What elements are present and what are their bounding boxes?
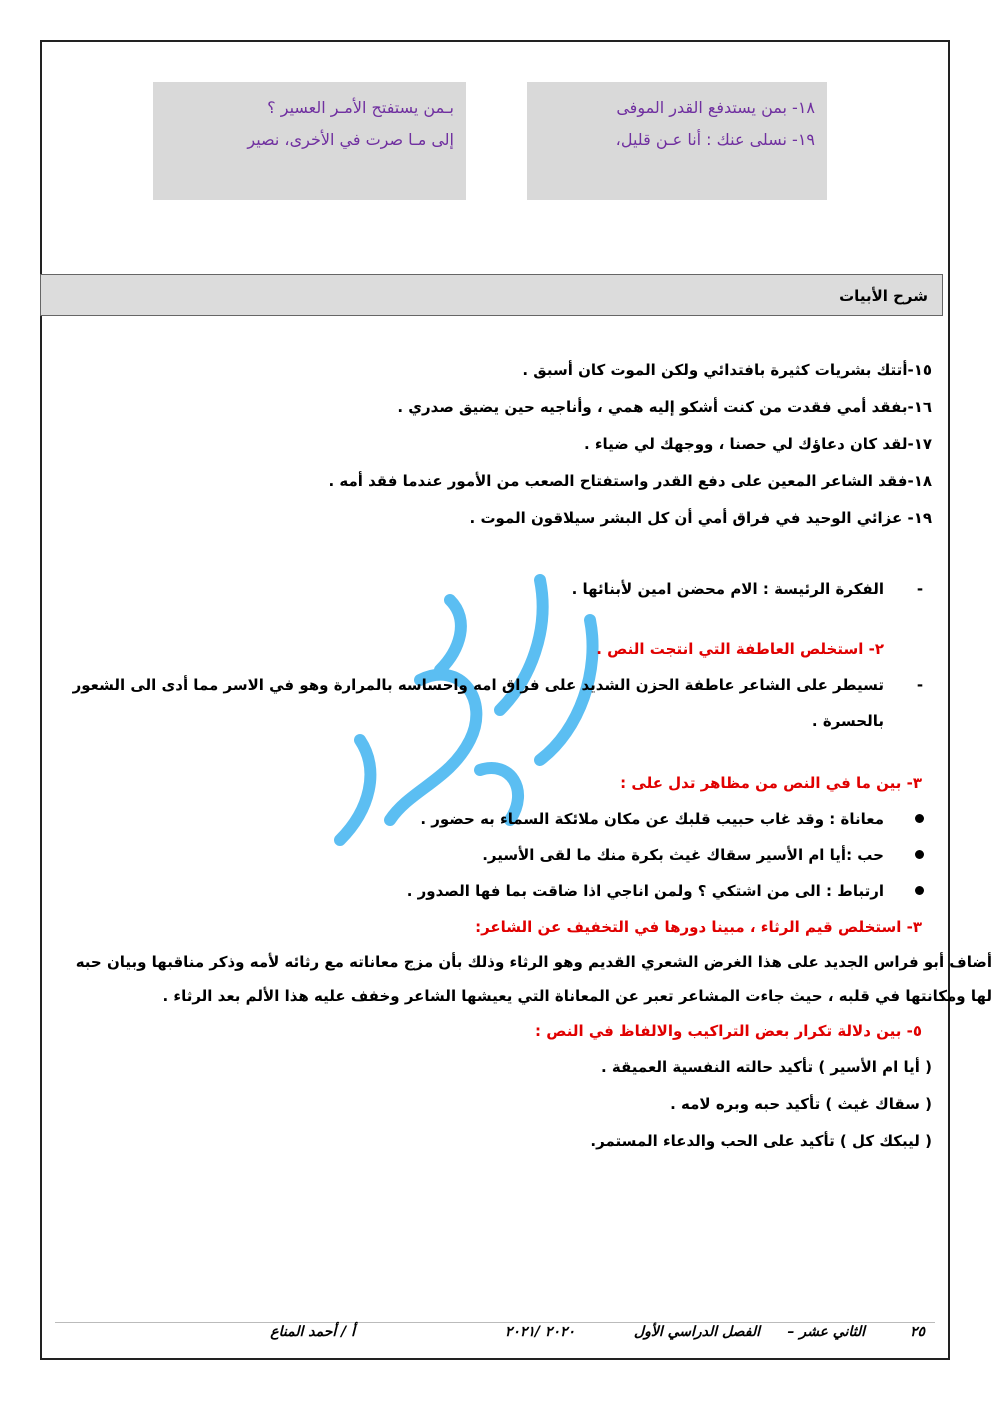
q3-item <box>60 837 932 873</box>
q4-heading: ٣- استخلص قيم الرثاء ، مبينا دورها في التخفيف عن الشاعر: <box>475 918 922 936</box>
main-idea-text: الفكرة الرئيسة : الام محضن امين لأبنائها . <box>571 580 884 598</box>
q5-item: ( سقاك غيث ) تأكيد حبه وبره لامه . <box>670 1095 932 1113</box>
q5-item: ( ليبكك كل ) تأكيد على الحب والدعاء المستمر. <box>590 1132 932 1150</box>
q3-item-text: معاناة : وقد غاب حبيب قلبك عن مكان ملائكة السماء به حضور . <box>420 810 884 828</box>
section-title: شرح الأبيات <box>40 274 943 316</box>
footer-grade: الثاني عشر – <box>787 1324 865 1340</box>
q4-answer: أضاف أبو فراس الجديد على هذا الغرض الشعري القديم وهو الرثاء وذلك بأن مزج معاناته مع رثائه لأمه وذكر مناقبها وبيان حبه لها ومكانتها في قلبه ، حيث جاءت المشاعر تعبر عن المعاناة التي يعيشها الشاعر وخفف عليه هذا الألم بعد الرثاء . <box>75 953 992 1005</box>
q5-heading: ٥- بين دلالة تكرار بعض التراكيب والالفاظ في النص : <box>535 1022 922 1040</box>
footer-rule <box>55 1322 935 1323</box>
verse-line-19-second: إلى مـا صرت في الأخرى، نصير <box>247 130 454 149</box>
explanation-line-19: ١٩- عزائي الوحيد في فراق أمي أن كل البشر سيلاقون الموت . <box>469 509 932 527</box>
explanation-line-18: ١٨-فقد الشاعر المعين على دفع القدر واستفتاح الصعب من الأمور عندما فقد أمه . <box>328 472 932 490</box>
explanation-line-17: ١٧-لقد كان دعاؤك لي حصنا ، ووجهك لي ضياء . <box>583 435 932 453</box>
disc-bullet <box>915 850 924 859</box>
footer-semester: الفصل الدراسي الأول <box>633 1324 760 1340</box>
footer-page-number: ٢٥ <box>909 1324 925 1340</box>
footer <box>55 1324 935 1348</box>
q3-item <box>60 801 932 837</box>
disc-bullet <box>915 814 924 823</box>
q2-answer-text: تسيطر على الشاعر عاطفة الحزن الشديد على فراق امه واحساسه بالمرارة وهو في الاسر مما أدى الى الشعور بالحسرة . <box>72 676 884 730</box>
q5-item: ( أيا ام الأسير ) تأكيد حالته النفسية العميقة . <box>600 1058 932 1076</box>
dash-bullet: - <box>916 580 924 598</box>
q3-heading: ٣- بين ما في النص من مظاهر تدل على : <box>620 774 922 792</box>
q3-item <box>60 873 932 909</box>
explanation-line-16: ١٦-بفقد أمي فقدت من كنت أشكو إليه همي ، وأناجيه حين يضيق صدري . <box>397 398 932 416</box>
verse-line-19-first: ١٩- نسلى عنك : أنا عـن قليل، <box>615 130 815 149</box>
q2-heading: ٢- استخلص العاطفة التي انتجت النص . <box>596 640 884 658</box>
footer-teacher: أ / أحمد المناع <box>270 1324 355 1340</box>
footer-year: ٢٠٢٠ /٢٠٢١ <box>504 1324 575 1340</box>
verse-box-right <box>527 82 827 200</box>
content-area <box>60 352 992 1160</box>
verse-box-left <box>153 82 466 200</box>
q2-answer <box>60 667 932 739</box>
explanation-line-15: ١٥-أتتك بشريات كثيرة بافتدائي ولكن الموت كان أسبق . <box>522 361 932 379</box>
q3-item-text: ارتباط : الى من اشتكي ؟ ولمن اناجي اذا ضاقت بما فها الصدور . <box>406 882 884 900</box>
q3-item-text: حب :أيا ام الأسير سقاك غيث بكرة منك ما لقى الأسير. <box>482 846 884 864</box>
verse-line-18-second: بـمن يستفتح الأمـر العسير ؟ <box>267 98 454 117</box>
dash-bullet: - <box>916 676 924 694</box>
verse-line-18-first: ١٨- بمن يستدفع القدر الموفى <box>616 98 815 117</box>
main-idea <box>60 571 932 607</box>
disc-bullet <box>915 886 924 895</box>
